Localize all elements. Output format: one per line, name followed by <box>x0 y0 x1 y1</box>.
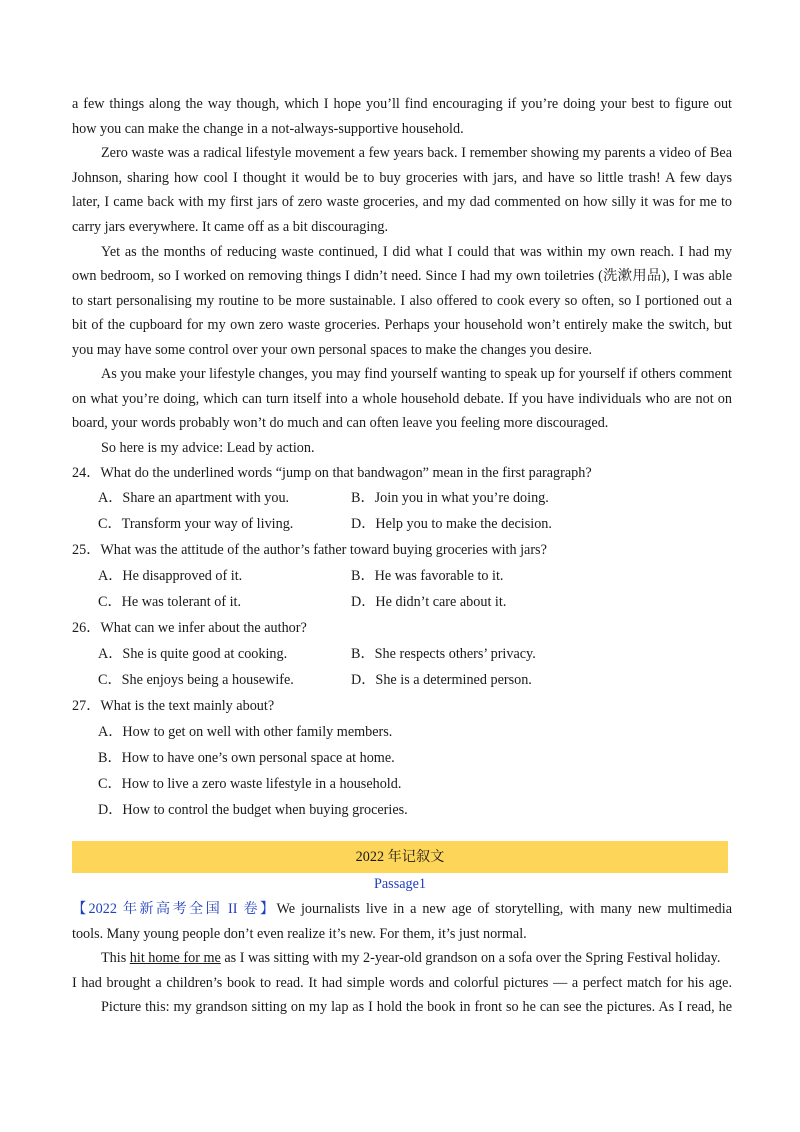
paragraph-line: Johnson, sharing how cool I thought it would be to buy groceries with jars, and have so little trash! A few days <box>72 170 732 186</box>
option-a: A．How to get on well with other family members. <box>98 724 393 740</box>
paragraph-line: Yet as the months of reducing waste continued, I did what I could that was within my own reach. I had my <box>101 244 732 260</box>
question-stem: 26．What can we infer about the author? <box>72 620 307 636</box>
paragraph-line: a few things along the way though, which I hope you’ll find encouraging if you’re doing your best to figure out <box>72 96 732 112</box>
option-c: C．How to live a zero waste lifestyle in a household. <box>98 776 402 792</box>
exam-source-label: 【2022 年新高考全国 II 卷】 <box>72 901 277 917</box>
option-b: B．She respects others’ privacy. <box>351 646 536 662</box>
paragraph-line: As you make your lifestyle changes, you may find yourself wanting to speak up for yourself if others comment <box>101 366 732 382</box>
section-title: 2022 年记叙文 <box>355 849 445 865</box>
paragraph-line: to start personalising my routine to be more sustainable. I also offered to cook every so often, so I portioned out a <box>72 293 732 309</box>
passage-line <box>72 900 732 918</box>
option-d: D．How to control the budget when buying groceries. <box>98 802 408 818</box>
option-d: D．She is a determined person. <box>351 672 532 688</box>
paragraph-line: Zero waste was a radical lifestyle movement a few years back. I remember showing my parents a video of Bea <box>101 145 732 161</box>
question-stem: 24．What do the underlined words “jump on that bandwagon” mean in the first paragraph? <box>72 465 592 481</box>
passage-line: tools. Many young people don’t even realize it’s new. For them, it’s just normal. <box>72 926 527 942</box>
paragraph-line: you may have some control over your own personal spaces to make the changes you desire. <box>72 342 593 358</box>
option-a: A．She is quite good at cooking. <box>98 646 288 662</box>
option-d: D．He didn’t care about it. <box>351 594 507 610</box>
paragraph-line: So here is my advice: Lead by action. <box>101 440 315 456</box>
passage-line: I had brought a children’s book to read. It had simple words and colorful pictures — a perfect match for his age. <box>72 975 732 991</box>
passage-text: as I was sitting with my 2-year-old grandson on a sofa over the Spring Festival holiday. <box>224 950 721 966</box>
option-c: C．He was tolerant of it. <box>98 594 242 610</box>
option-a: A．Share an apartment with you. <box>98 490 290 506</box>
option-b: B．He was favorable to it. <box>351 568 504 584</box>
passage-label: Passage1 <box>373 876 426 892</box>
option-a: A．He disapproved of it. <box>98 568 243 584</box>
question-stem: 27．What is the text mainly about? <box>72 698 275 714</box>
paragraph-line: on what you’re doing, which can turn itself into a whole household debate. If you have individuals who are not on <box>72 391 732 407</box>
option-b: B．Join you in what you’re doing. <box>351 490 549 506</box>
paragraph-line: how you can make the change in a not-always-supportive household. <box>72 121 464 137</box>
section-banner <box>72 841 728 873</box>
paragraph-line: board, your words probably won’t do much and can often leave you feeling more discouraged. <box>72 415 609 431</box>
underlined-phrase: hit home for me <box>129 950 221 966</box>
paragraph-line: own bedroom, so I worked on removing things I didn’t need. Since I had my own toiletries (洗漱用品), I was able <box>72 268 732 284</box>
passage-line: Picture this: my grandson sitting on my lap as I hold the book in front so he can see the pictures. As I read, he <box>101 999 732 1015</box>
option-d: D．Help you to make the decision. <box>351 516 552 532</box>
passage-text: This <box>101 950 127 966</box>
passage-text: We journalists live in a new age of storytelling, with many new multimedia <box>276 901 732 917</box>
question-stem: 25．What was the attitude of the author’s father toward buying groceries with jars? <box>72 542 547 558</box>
paragraph-line: bit of the cupboard for my own zero waste groceries. Perhaps your household won’t entirely make the switch, but <box>72 317 732 333</box>
paragraph-line: carry jars everywhere. It came off as a bit discouraging. <box>72 219 389 235</box>
option-c: C．Transform your way of living. <box>98 516 294 532</box>
option-b: B．How to have one’s own personal space at home. <box>98 750 395 766</box>
option-c: C．She enjoys being a housewife. <box>98 672 294 688</box>
paragraph-line: later, I came back with my first jars of zero waste groceries, and my dad commented on how silly it was for me to <box>72 194 732 210</box>
passage-line <box>101 949 732 967</box>
